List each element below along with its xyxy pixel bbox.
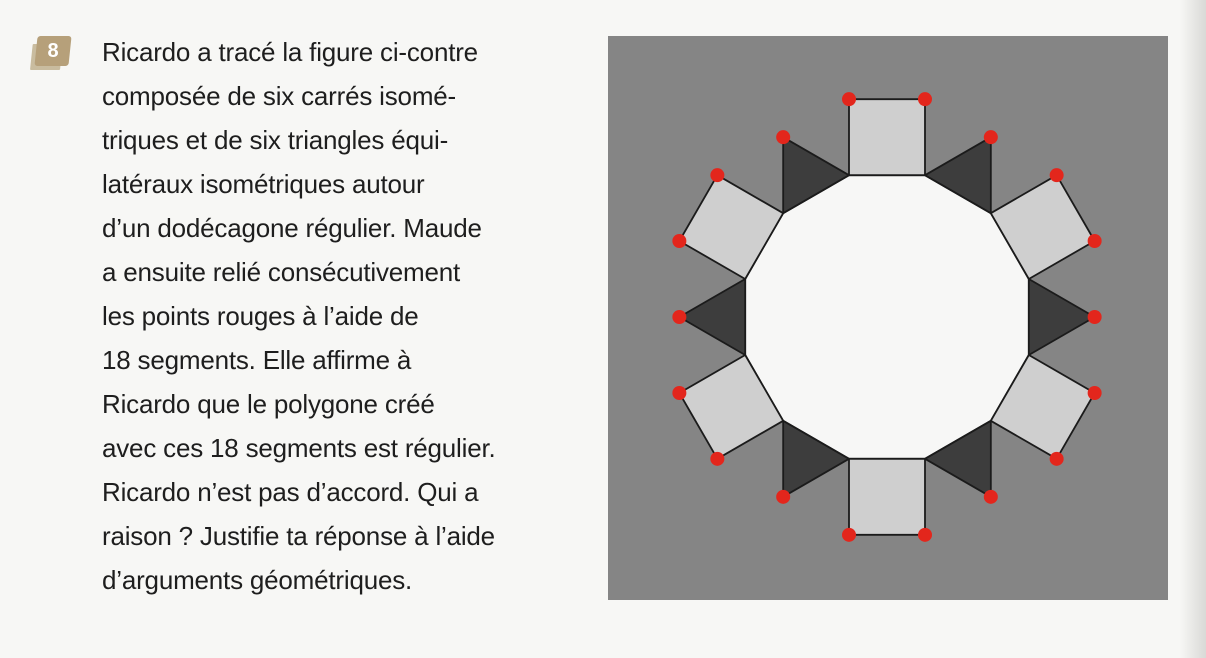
statement-line: 18 segments. Elle affirme à: [102, 345, 412, 375]
statement-line: triques et de six triangles équi-: [102, 125, 449, 155]
geometry-figure-svg: [608, 36, 1168, 600]
red-point: [672, 234, 686, 248]
square: [849, 459, 925, 535]
red-point: [842, 92, 856, 106]
red-point: [1088, 386, 1102, 400]
red-point: [1050, 452, 1064, 466]
red-point: [776, 490, 790, 504]
red-point: [984, 490, 998, 504]
red-point: [776, 130, 790, 144]
page-edge: [1180, 0, 1206, 658]
red-point: [672, 310, 686, 324]
red-point: [672, 386, 686, 400]
exercise-number-badge: [34, 36, 71, 66]
statement-line: d’un dodécagone régulier. Maude: [102, 213, 482, 243]
statement-line: Ricardo a tracé la figure ci-contre: [102, 37, 478, 67]
dodecagon: [745, 175, 1029, 459]
square: [849, 99, 925, 175]
red-point: [1050, 168, 1064, 182]
exercise-block: [22, 30, 582, 610]
red-point: [984, 130, 998, 144]
statement-line: avec ces 18 segments est régulier.: [102, 433, 496, 463]
statement-line: composée de six carrés isomé-: [102, 81, 456, 111]
exercise-number: 8: [47, 40, 59, 62]
statement-line: Ricardo n’est pas d’accord. Qui a: [102, 477, 479, 507]
red-point: [918, 528, 932, 542]
red-point: [710, 452, 724, 466]
statement-line: a ensuite relié consécutivement: [102, 257, 461, 287]
red-point: [842, 528, 856, 542]
red-point: [1088, 310, 1102, 324]
statement-line: raison ? Justifie ta réponse à l’aide: [102, 521, 495, 551]
statement-line: les points rouges à l’aide de: [102, 301, 419, 331]
statement-line: d’arguments géométriques.: [102, 565, 413, 595]
red-point: [710, 168, 724, 182]
red-point: [918, 92, 932, 106]
red-point: [1088, 234, 1102, 248]
exercise-statement: [102, 30, 572, 602]
statement-line: latéraux isométriques autour: [102, 169, 425, 199]
geometry-figure: [608, 36, 1168, 600]
statement-line: Ricardo que le polygone créé: [102, 389, 435, 419]
